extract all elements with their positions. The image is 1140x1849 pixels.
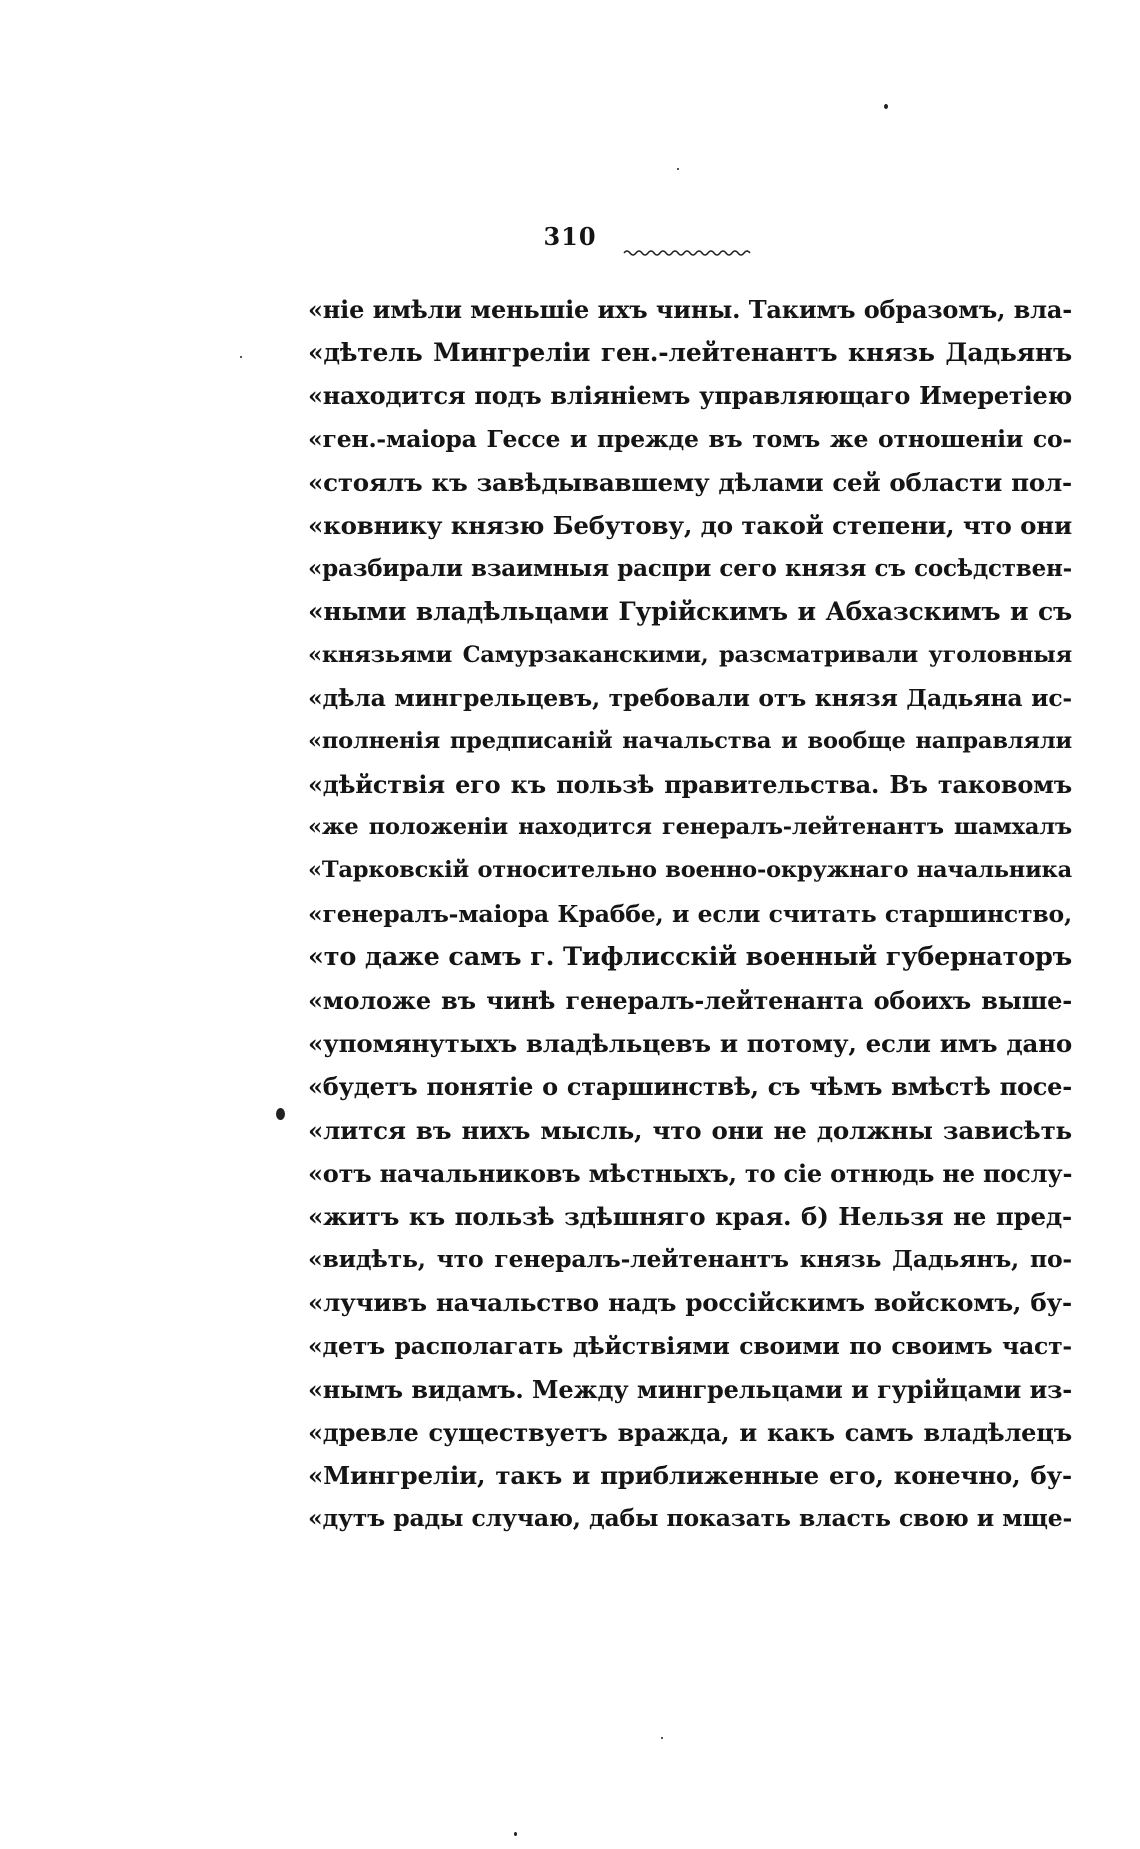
text-line: «ніе имѣли меньшіе ихъ чины. Такимъ образомъ, вла-	[308, 295, 1072, 324]
text-line: «Тарковскій относительно военно-окружнаго начальника	[308, 857, 1072, 884]
text-line: «ген.-маіора Гессе и прежде въ томъ же отношеніи со-	[308, 424, 1072, 453]
page-number: 310	[543, 222, 597, 251]
text-line: «отъ начальниковъ мѣстныхъ, то сіе отнюдь не послу-	[308, 1158, 1072, 1188]
page-number-ornament	[622, 247, 752, 261]
text-line: «детъ располагать дѣйствіями своими по своимъ част-	[308, 1331, 1072, 1360]
scan-speck	[276, 1108, 285, 1120]
text-line: «дутъ рады случаю, дабы показать власть свою и мще-	[308, 1504, 1072, 1533]
body-text	[308, 288, 1072, 1540]
text-line: «полненія предписаній начальства и вообще направляли	[308, 727, 1072, 754]
text-line: «то даже самъ г. Тифлисскій военный губернаторъ	[308, 941, 1072, 972]
text-line: «упомянутыхъ владѣльцевъ и потому, если имъ дано	[308, 1029, 1072, 1059]
scan-speck	[661, 1737, 663, 1739]
text-line: «дѣйствія его къ пользѣ правительства. Въ таковомъ	[308, 770, 1072, 800]
text-line: «Мингреліи, такъ и приближенные его, конечно, бу-	[308, 1461, 1072, 1491]
text-line: «нымъ видамъ. Между мингрельцами и гурійцами из-	[308, 1374, 1072, 1404]
text-line: «видѣть, что генералъ-лейтенантъ князь Дадьянъ, по-	[308, 1245, 1072, 1274]
text-line: «ными владѣльцами Гурійскимъ и Абхазскимъ и съ	[308, 597, 1072, 627]
scan-speck	[514, 1832, 517, 1836]
text-line: «ковнику князю Бебутову, до такой степени, что они	[308, 510, 1072, 540]
text-line: «будетъ понятіе о старшинствѣ, съ чѣмъ вмѣстѣ посе-	[308, 1072, 1072, 1102]
text-line: «моложе въ чинѣ генералъ-лейтенанта обоихъ выше-	[308, 986, 1072, 1015]
text-line: «же положеніи находится генералъ-лейтенантъ шамхалъ	[308, 814, 1072, 841]
text-line: «дѣтель Мингреліи ген.-лейтенантъ князь Дадьянъ	[308, 338, 1072, 368]
text-line: «князьями Самурзаканскими, разсматривали уголовныя	[308, 641, 1072, 668]
text-line: «лится въ нихъ мысль, что они не должны зависѣть	[308, 1115, 1072, 1145]
text-line: «разбирали взаимныя распри сего князя съ сосѣдствен-	[308, 555, 1072, 583]
scan-speck	[240, 356, 242, 358]
scan-speck	[677, 168, 679, 170]
text-line: «находится подъ вліяніемъ управляющаго Имеретіею	[308, 381, 1072, 411]
text-line: «древле существуетъ вражда, и какъ самъ владѣлецъ	[308, 1417, 1072, 1447]
text-line: «стоялъ къ завѣдывавшему дѣлами сей области пол-	[308, 467, 1072, 497]
text-line: «лучивъ начальство надъ россійскимъ войскомъ, бу-	[308, 1288, 1072, 1318]
text-line: «генералъ-маіора Краббе, и если считать старшинство,	[308, 899, 1072, 928]
text-line: «житъ къ пользѣ здѣшняго края. б) Нельзя не пред-	[308, 1201, 1072, 1231]
scan-speck	[884, 104, 888, 109]
text-line: «дѣла мингрельцевъ, требовали отъ князя Дадьяна ис-	[308, 683, 1072, 712]
